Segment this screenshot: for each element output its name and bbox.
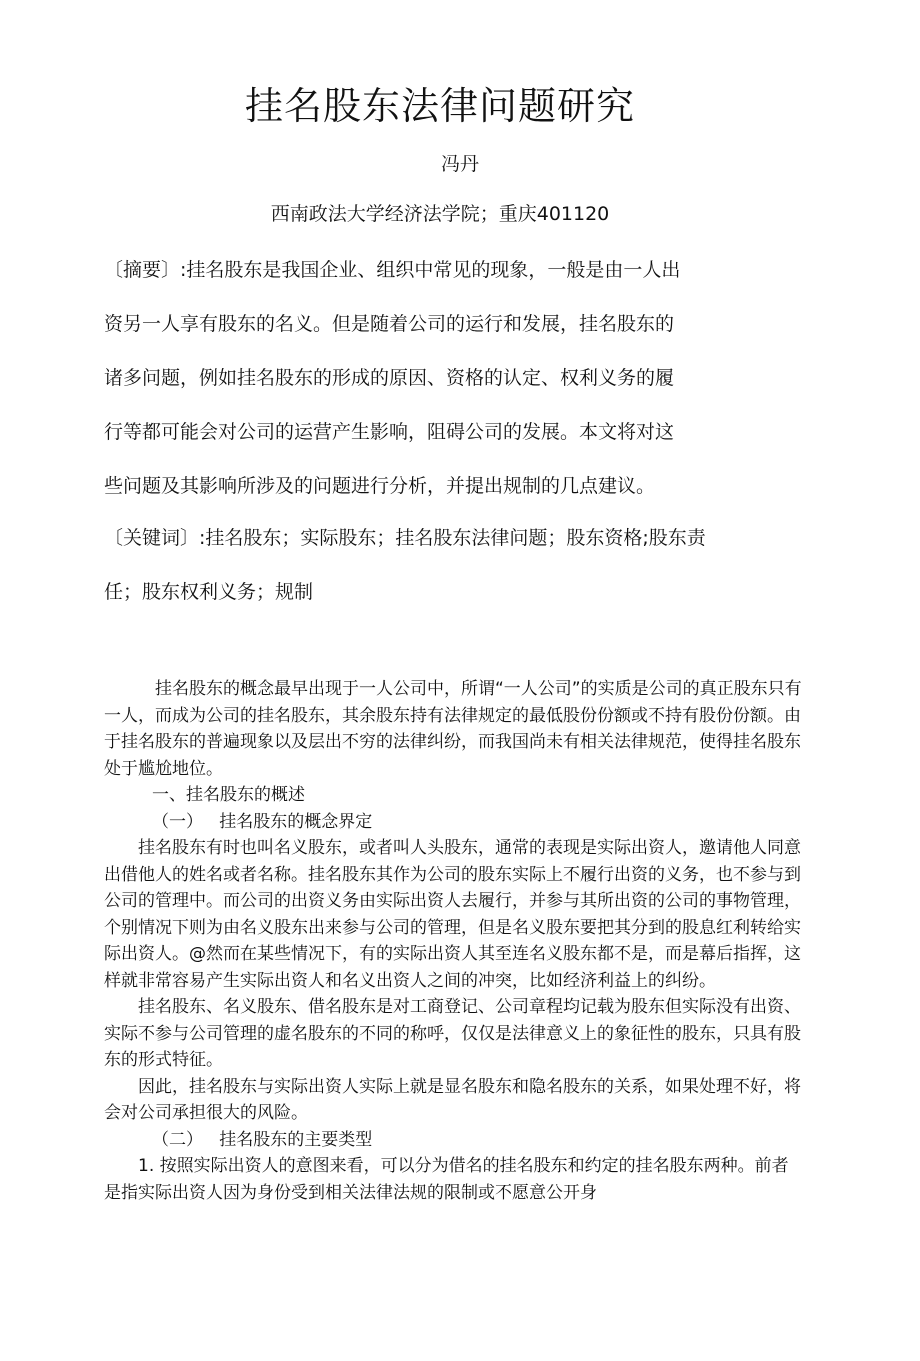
intro-paragraph: 挂名股东的概念最早出现于一人公司中，所谓“一人公司”的实质是公司的真正股东只有一人，而成为公司的挂名股东，其余股东持有法律规定的最低股份份额或不持有股份份额。由于挂名股东的普遍现象以及层出不穷的法律纠纷，而我国尚未有相关法律规范，使得挂名股东处于尴尬地位。 xyxy=(104,679,802,779)
abstract-line: 〔摘要〕:挂名股东是我国企业、组织中常见的现象，一般是由一人出 xyxy=(104,259,681,281)
keywords-line: 〔关键词〕:挂名股东；实际股东；挂名股东法律问题；股东资格;股东责 xyxy=(104,527,706,549)
subsection-heading: （二） 挂名股东的主要类型 xyxy=(152,1129,373,1150)
keywords-line: 任；股东权利义务；规制 xyxy=(104,581,314,603)
abstract-line: 资另一人享有股东的名义。但是随着公司的运行和发展，挂名股东的 xyxy=(104,313,675,335)
body-text xyxy=(104,676,804,1206)
section-heading: 一、挂名股东的概述 xyxy=(152,785,305,805)
body-paragraph: 1. 按照实际出资人的意图来看，可以分为借名的挂名股东和约定的挂名股东两种。前者是指实际出资人因为身份受到相关法律法规的限制或不愿意公开身 xyxy=(104,1156,789,1203)
abstract-line: 些问题及其影响所涉及的问题进行分析，并提出规制的几点建议。 xyxy=(104,475,656,497)
abstract-line: 诸多问题，例如挂名股东的形成的原因、资格的认定、权利义务的履 xyxy=(104,367,675,389)
body-paragraph: 挂名股东有时也叫名义股东，或者叫人头股东，通常的表现是实际出资人，邀请他人同意出借他人的姓名或者名称。挂名股东其作为公司的股东实际上不履行出资的义务，也不参与到公司的管理中。而公司的出资义务由实际出资人去履行，并参与其所出资的公司的事物管理，个别情况下则为由名义股东出来参与公司的管理，但是名义股东要把其分到的股息红利转给实际出资人。@然而在某些情况下，有的实际出资人其至连名义股东都不是，而是幕后指挥，这样就非常容易产生实际出资人和名义出资人之间的冲突，比如经济利益上的纠纷。 xyxy=(104,838,801,991)
author-affiliation: 西南政法大学经济法学院；重庆401120 xyxy=(270,203,610,225)
abstract-line: 行等都可能会对公司的运营产生影响，阻碍公司的发展。本文将对这 xyxy=(104,421,675,443)
body-paragraph: 挂名股东、名义股东、借名股东是对工商登记、公司章程均记载为股东但实际没有出资、实际不参与公司管理的虚名股东的不同的称呼，仅仅是法律意义上的象征性的股东，只具有股东的形式特征。 xyxy=(104,997,801,1070)
document-title: 挂名股东法律问题研究 xyxy=(244,84,635,128)
keywords-block xyxy=(104,524,804,632)
abstract-block xyxy=(104,256,804,526)
subsection-heading: （一） 挂名股东的概念界定 xyxy=(152,811,373,832)
body-paragraph: 因此，挂名股东与实际出资人实际上就是显名股东和隐名股东的关系，如果处理不好，将会对公司承担很大的风险。 xyxy=(104,1076,801,1123)
author-name: 冯丹 xyxy=(440,153,479,175)
